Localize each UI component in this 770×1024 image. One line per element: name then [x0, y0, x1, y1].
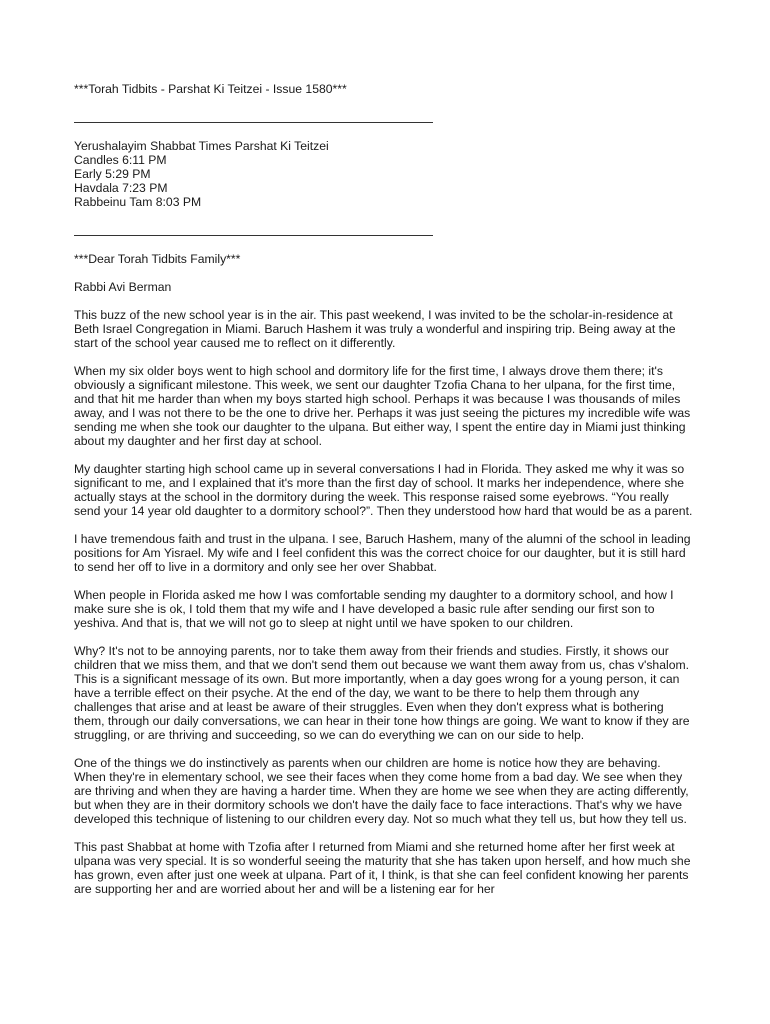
body-paragraph: Why? It's not to be annoying parents, nor to take them away from their friends and studies. Firstly, it shows our children that we miss them, and that we don't send them out because we want them away from us, chas v'shalom. This is a significant message of its own. But more importantly, when a day goes wrong for a young person, it can have a terrible effect on their psyche. At the end of the day, we want to be there to help them through any challenges that arise and at least be aware of their struggles. Even when they don't express what is bothering them, through our daily conversations, we can hear in their tone how things are going. We want to know if they are struggling, or are thriving and succeeding, so we can do everything we can on our side to help. — [74, 644, 690, 742]
body-paragraph: One of the things we do instinctively as parents when our children are home is notice how they are behaving. When they're in elementary school, we see their faces when they come home from a bad day. We see when they are thriving and when they are having a harder time. When they are home we see when they are acting differently, but when they are in their dormitory schools we don't have the daily face to face interactions. That's why we have developed this technique of listening to our children every day. Not so much what they tell us, but how they tell us. — [74, 756, 689, 826]
shabbat-times — [74, 139, 694, 209]
separator-bottom-wrap — [74, 223, 694, 236]
body-paragraph: My daughter starting high school came up in several conversations I had in Florida. They asked me why it was so significant to me, and I explained that it's more than the first day of school. It marks her independence, where she actually stays at the school in the dormitory during the week. This response raised some eyebrows. “You really send your 14 year old daughter to a dormitory school?”. Then they understood how hard that would be as a parent. — [74, 462, 693, 518]
rabbeinu-tam-time: Rabbeinu Tam 8:03 PM — [74, 195, 202, 209]
early-time: Early 5:29 PM — [74, 167, 151, 181]
body-paragraph: When people in Florida asked me how I was comfortable sending my daughter to a dormitory school, and how I make sure she is ok, I told them that my wife and I have developed a basic rule after sending our first son to yeshiva. And that is, that we will not go to sleep at night until we have spoken to our children. — [74, 588, 674, 630]
body-paragraph: This past Shabbat at home with Tzofia after I returned from Miami and she returned home after her first week at ulpana was very special. It is so wonderful seeing the maturity that she has taken upon herself, and how much she has grown, even after just one week at ulpana. Part of it, I think, is that she can feel confident knowing her parents are supporting her and are worried about her and will be a listening ear for her — [74, 840, 691, 896]
havdala-time: Havdala 7:23 PM — [74, 181, 168, 195]
shabbat-times-heading: Yerushalayim Shabbat Times Parshat Ki Teitzei — [74, 139, 329, 153]
separator-line — [74, 122, 433, 123]
candles-time: Candles 6:11 PM — [74, 153, 167, 167]
document-page — [74, 82, 694, 910]
author-name: Rabbi Avi Berman — [74, 280, 172, 294]
body-paragraph: When my six older boys went to high school and dormitory life for the first time, I always drove them there; it's obviously a significant milestone. This week, we sent our daughter Tzofia Chana to her ulpana, for the first time, and that hit me harder than when my boys started high school. Perhaps it was because I was thousands of miles away, and I was not there to be the one to drive her. Perhaps it was just seeing the pictures my incredible wife was sending me when she took our daughter to the ulpana. But either way, I spent the entire day in Miami just thinking about my daughter and her first day at school. — [74, 364, 691, 448]
document-title: ***Torah Tidbits - Parshat Ki Teitzei - Issue 1580*** — [74, 82, 347, 96]
separator-line — [74, 235, 433, 236]
body-paragraph: This buzz of the new school year is in the air. This past weekend, I was invited to be the scholar-in-residence at Beth Israel Congregation in Miami. Baruch Hashem it was truly a wonderful and inspiring trip. Being away at the start of the school year caused me to reflect on it differently. — [74, 308, 676, 350]
body-paragraph: I have tremendous faith and trust in the ulpana. I see, Baruch Hashem, many of the alumni of the school in leading positions for Am Yisrael. My wife and I feel confident this was the correct choice for our daughter, but it is still hard to send her off to live in a dormitory and only see her over Shabbat. — [74, 532, 691, 574]
separator-top-wrap — [74, 110, 694, 123]
greeting-heading: ***Dear Torah Tidbits Family*** — [74, 252, 241, 266]
